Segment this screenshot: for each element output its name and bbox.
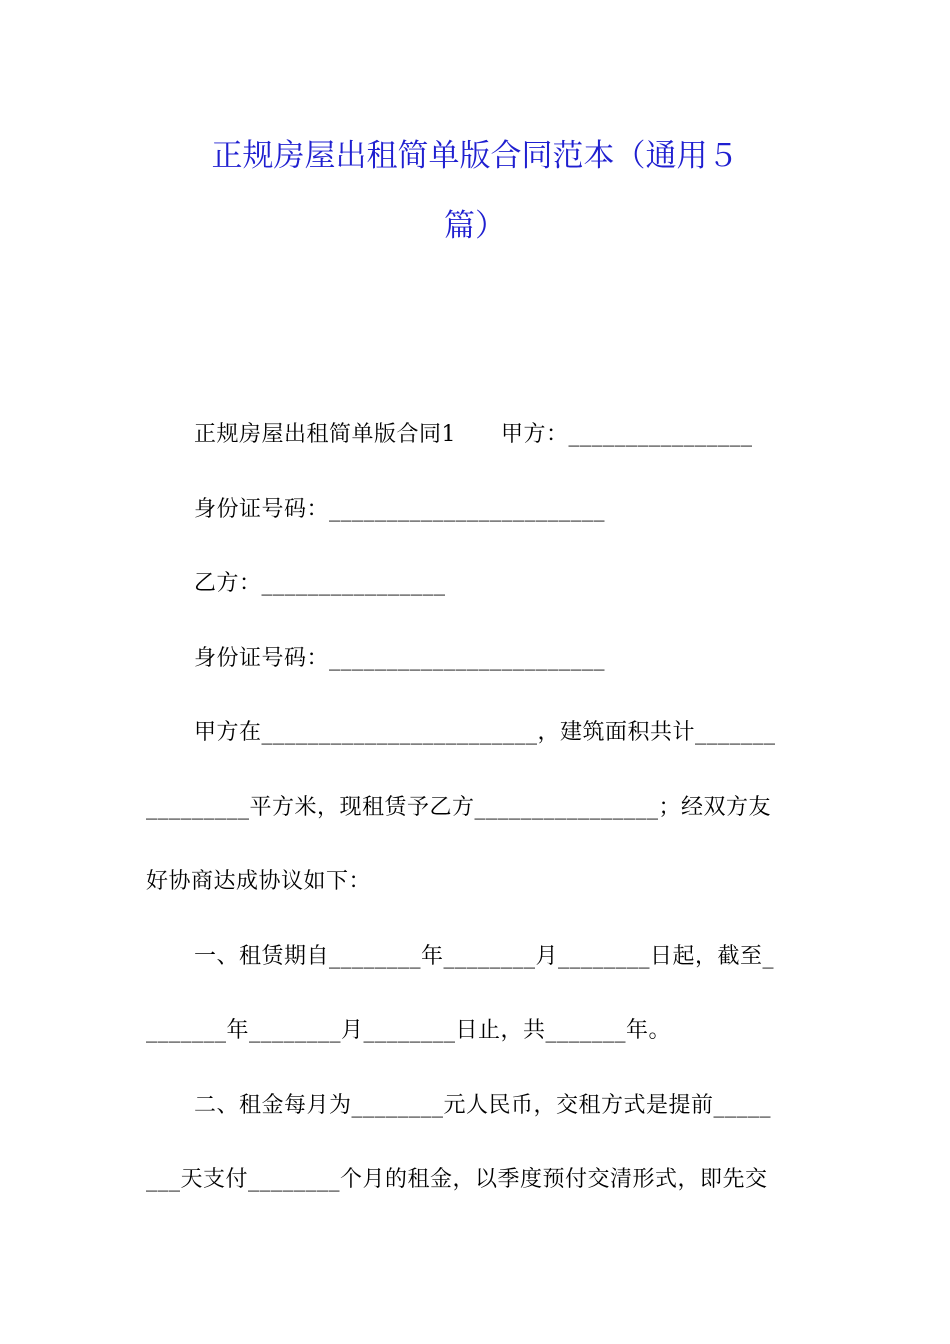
clause-2-line-1: 二、租金每月为________元人民币，交租方式是提前_____ xyxy=(194,1093,772,1118)
clause-1-line-1: 一、租赁期自________年________月________日起，截至_ xyxy=(194,944,775,969)
agreement-intro-line: 好协商达成协议如下： xyxy=(146,869,372,894)
property-line-1: 甲方在________________________，建筑面积共计_______ xyxy=(194,720,776,745)
party-b-line: 乙方：________________ xyxy=(194,571,446,596)
document-title-line-2: 篇） xyxy=(444,208,506,244)
party-b-id-line: 身份证号码：________________________ xyxy=(194,646,606,671)
contract-heading-party-a: 正规房屋出租简单版合同1 甲方：________________ xyxy=(194,422,753,447)
property-line-2: _________平方米，现租赁予乙方________________；经双方友 xyxy=(146,795,772,820)
clause-1-line-2: _______年________月________日止，共_______年。 xyxy=(146,1018,672,1043)
party-a-id-line: 身份证号码：________________________ xyxy=(194,497,606,522)
clause-2-line-2: ___天支付________个月的租金，以季度预付交清形式，即先交 xyxy=(146,1167,768,1192)
document-title-line-1: 正规房屋出租简单版合同范本（通用５ xyxy=(211,138,739,174)
